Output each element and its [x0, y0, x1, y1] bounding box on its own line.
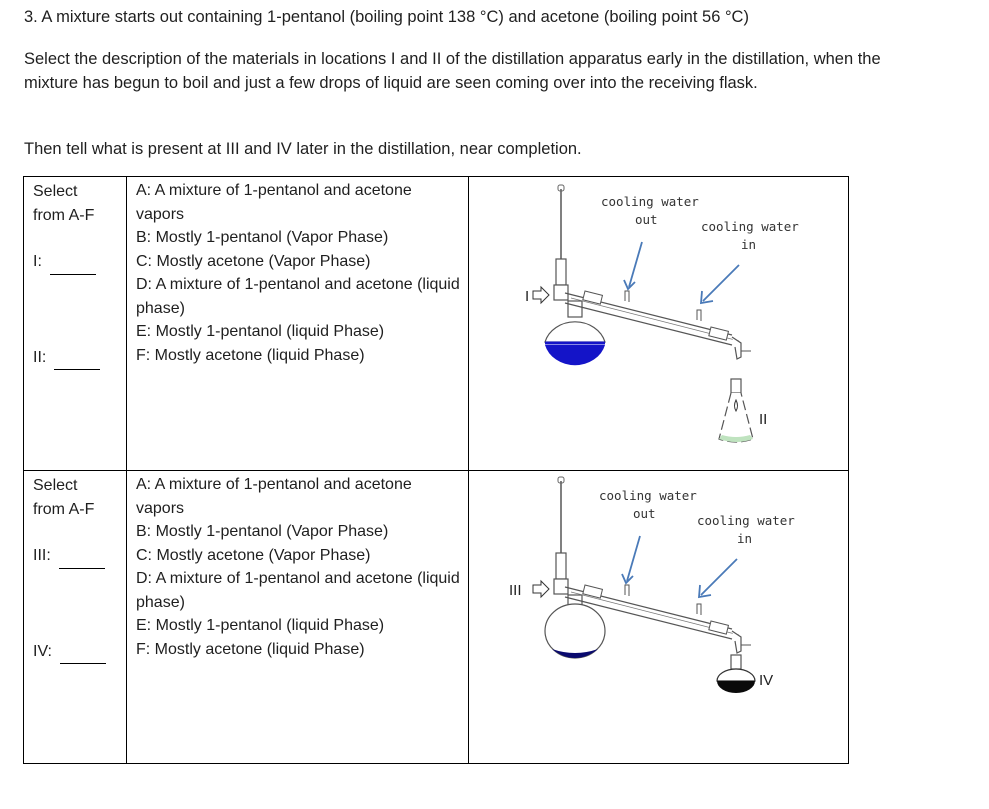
vacuum-adapter	[732, 337, 741, 359]
option-f: F: Mostly acetone (liquid Phase)	[136, 346, 365, 364]
table-row	[24, 471, 849, 764]
option-a: A: A mixture of 1-pentanol and acetone vapors	[136, 182, 412, 223]
answer-table	[23, 176, 849, 764]
question-followup: Then tell what is present at III and IV later in the distillation, near completion.	[24, 140, 582, 158]
water-out-label: cooling water	[599, 488, 697, 503]
location-iv: IV:	[33, 640, 126, 665]
water-in-label-2: in	[737, 531, 753, 546]
water-in-label: cooling water	[697, 513, 795, 528]
marker-i-label: I	[525, 288, 530, 305]
water-in-arrow	[703, 265, 739, 301]
receiving-flask	[717, 669, 755, 681]
water-out-arrow	[629, 242, 642, 287]
option-b: B: Mostly 1-pentanol (Vapor Phase)	[136, 229, 389, 246]
water-in-label: cooling water	[701, 219, 799, 234]
water-in-label-2: in	[741, 237, 757, 252]
distillation-diagram-late	[469, 471, 849, 764]
table-row	[24, 177, 849, 471]
marker-i-arrow	[533, 287, 549, 303]
location-ii: II:	[33, 346, 126, 371]
option-f: F: Mostly acetone (liquid Phase)	[136, 640, 365, 658]
distillation-apparatus-late	[469, 471, 848, 763]
select-label: Select from A-F	[33, 477, 95, 518]
marker-iv-label: IV	[759, 672, 774, 689]
select-label: Select from A-F	[33, 183, 95, 224]
distillation-apparatus-early	[469, 177, 848, 470]
marker-ii-label: II	[759, 411, 768, 428]
option-d: D: A mixture of 1-pentanol and acetone (liquid phase)	[136, 276, 460, 317]
select-cell	[24, 177, 127, 471]
vacuum-adapter	[732, 631, 741, 653]
question-heading: 3. A mixture starts out containing 1-pentanol (boiling point 138 °C) and acetone (boiling point 56 °C)	[24, 8, 749, 26]
answer-blank-iii[interactable]	[59, 544, 105, 569]
answer-blank-ii[interactable]	[54, 346, 100, 371]
option-b: B: Mostly 1-pentanol (Vapor Phase)	[136, 523, 389, 540]
location-iii: III:	[33, 544, 126, 569]
boiling-flask-liquid	[545, 345, 605, 365]
select-cell	[24, 471, 127, 764]
options-cell	[127, 471, 469, 764]
answer-blank-iv[interactable]	[60, 640, 106, 665]
location-i: I:	[33, 250, 126, 275]
option-c: C: Mostly acetone (Vapor Phase)	[136, 546, 371, 564]
receiving-flask-liquid	[717, 681, 755, 693]
question-instruction: Select the description of the materials in locations I and II of the distillation apparatus early in the distillation, when the mixture has begun to boil and just a few drops of liquid are seen coming over into the receiving flask.	[24, 50, 881, 92]
distillate-drop	[735, 400, 738, 411]
option-e: E: Mostly 1-pentanol (liquid Phase)	[136, 617, 385, 634]
water-out-label-2: out	[633, 506, 656, 521]
option-d: D: A mixture of 1-pentanol and acetone (liquid phase)	[136, 570, 460, 611]
options-cell	[127, 177, 469, 471]
still-head	[556, 259, 566, 285]
option-e: E: Mostly 1-pentanol (liquid Phase)	[136, 323, 385, 340]
distillation-diagram-early	[469, 177, 849, 471]
marker-iii-arrow	[533, 581, 549, 597]
water-out-label: cooling water	[601, 194, 699, 209]
water-out-label-2: out	[635, 212, 658, 227]
marker-iii-label: III	[509, 582, 522, 599]
still-head	[556, 553, 566, 579]
option-a: A: A mixture of 1-pentanol and acetone vapors	[136, 476, 412, 517]
option-c: C: Mostly acetone (Vapor Phase)	[136, 252, 371, 270]
water-out-arrow	[627, 536, 640, 581]
water-in-arrow	[701, 559, 737, 595]
answer-blank-i[interactable]	[50, 250, 96, 275]
boiling-flask-neck	[568, 301, 582, 317]
